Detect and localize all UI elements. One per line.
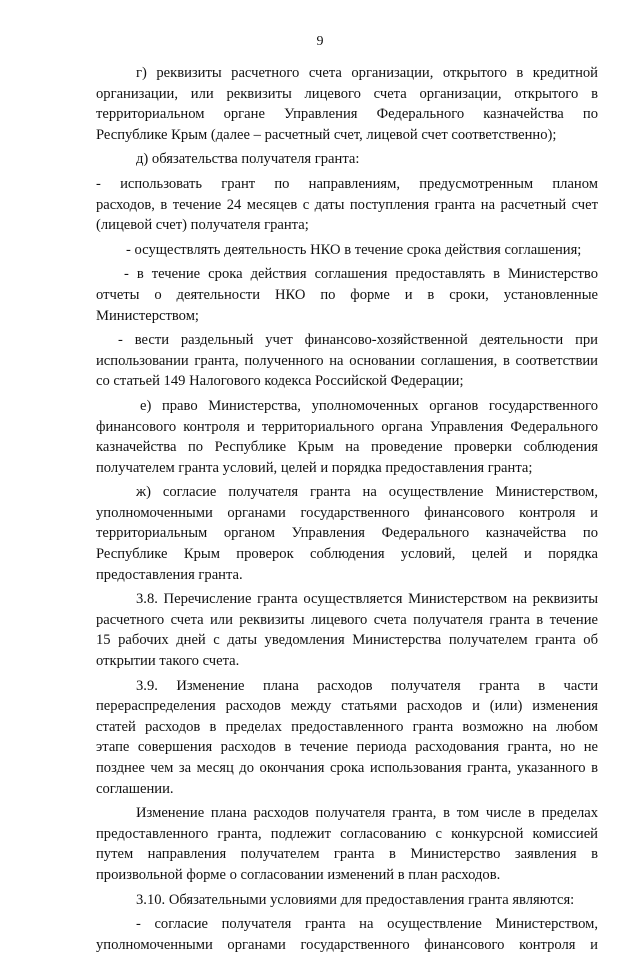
text-line: уполномоченными органами государственного финансового контроля и <box>96 504 598 521</box>
text-line: - вести раздельный учет финансово-хозяйственной деятельности при <box>118 332 598 349</box>
text-line: произвольной форме о согласовании изменений в план расходов. <box>96 866 501 883</box>
text-line: 3.8. Перечисление гранта осуществляется Министерством на реквизиты <box>136 591 598 608</box>
text-line: финансового контроля и территориального органа Управления Федерального <box>96 418 598 435</box>
text-line: 3.9. Изменение плана расходов получателя гранта в части <box>136 677 598 694</box>
paragraph <box>96 890 598 911</box>
text-line: 3.10. Обязательными условиями для предоставления гранта являются: <box>136 891 575 908</box>
text-line: д) обязательства получателя гранта: <box>136 151 360 168</box>
text-line: предоставленного гранта, подлежит согласованию с конкурсной комиссией <box>96 825 598 842</box>
text-line: 15 рабочих дней с даты уведомления Министерства получателем гранта об <box>96 632 598 649</box>
text-line: уполномоченными органами государственного финансового контроля и <box>96 936 598 953</box>
paragraph <box>96 676 598 800</box>
paragraph <box>96 330 598 392</box>
paragraph <box>96 264 598 326</box>
paragraph <box>96 482 598 585</box>
text-line: статей расходов в пределах предоставленного гранта возможно на любом <box>96 718 598 735</box>
text-line: отчеты о деятельности НКО по форме и в сроки, установленные <box>96 286 598 303</box>
paragraph <box>96 174 598 236</box>
text-line: расчетного счета или реквизиты лицевого счета получателя гранта в течение <box>96 611 598 628</box>
paragraph <box>96 914 598 955</box>
page-number: 9 <box>316 34 324 49</box>
paragraph <box>96 149 598 170</box>
text-line: предоставления гранта. <box>96 566 243 583</box>
text-line: получателем гранта условий, целей и порядка предоставления гранта; <box>96 459 533 476</box>
text-line: - согласие получателя гранта на осуществление Министерством, <box>136 916 598 933</box>
text-line: Республике Крым проверок соблюдения условий, целей и порядка <box>96 546 598 563</box>
text-line: этапе совершения расходов в течение периода расходования гранта, но не <box>96 739 598 756</box>
text-line: перераспределения расходов между статьями расходов и (или) изменения <box>96 698 598 715</box>
text-line: соглашении. <box>96 780 174 797</box>
document-body <box>96 63 598 955</box>
text-line: путем направления получателем гранта в Министерство заявления в <box>96 846 598 863</box>
paragraph <box>96 396 598 478</box>
text-line: Изменение плана расходов получателя гранта, в том числе в пределах <box>136 805 598 822</box>
text-line: (лицевой счет) получателя гранта; <box>96 217 309 234</box>
text-line: позднее чем за месяц до окончания срока использования гранта, указанного в <box>96 760 598 776</box>
text-line: Министерством; <box>96 307 199 324</box>
text-line: - в течение срока действия соглашения предоставлять в Министерство <box>124 266 598 283</box>
text-line: открытии такого счета. <box>96 653 240 670</box>
paragraph <box>96 240 598 261</box>
text-line: использовании гранта, полученного на основании соглашения, в соответствии <box>96 352 598 369</box>
text-line: г) реквизиты расчетного счета организации, открытого в кредитной <box>136 65 598 81</box>
text-line: - использовать грант по направлениям, предусмотренным планом <box>96 175 598 192</box>
paragraph <box>96 63 598 145</box>
text-line: - осуществлять деятельность НКО в течение срока действия соглашения; <box>126 241 582 258</box>
text-line: организации, или реквизиты лицевого счета организации, открытого в <box>96 85 598 102</box>
text-line: территориальным органом Управления Федерального казначейства по <box>96 525 598 542</box>
text-line: казначейства по Республике Крым на проведение проверки соблюдения <box>96 439 598 456</box>
text-line: Республике Крым (далее – расчетный счет, лицевой счет соответственно); <box>96 126 557 143</box>
text-line: со статьей 149 Налогового кодекса Российской Федерации; <box>96 373 464 390</box>
text-line: е) право Министерства, уполномоченных органов государственного <box>140 397 598 414</box>
paragraph <box>96 803 598 885</box>
text-line: ж) согласие получателя гранта на осуществление Министерством, <box>136 484 598 501</box>
text-line: территориальном органе Управления Федерального казначейства по <box>96 106 598 123</box>
paragraph <box>96 589 598 671</box>
text-line: расходов, в течение 24 месяцев с даты поступления гранта на расчетный счет <box>96 196 598 213</box>
